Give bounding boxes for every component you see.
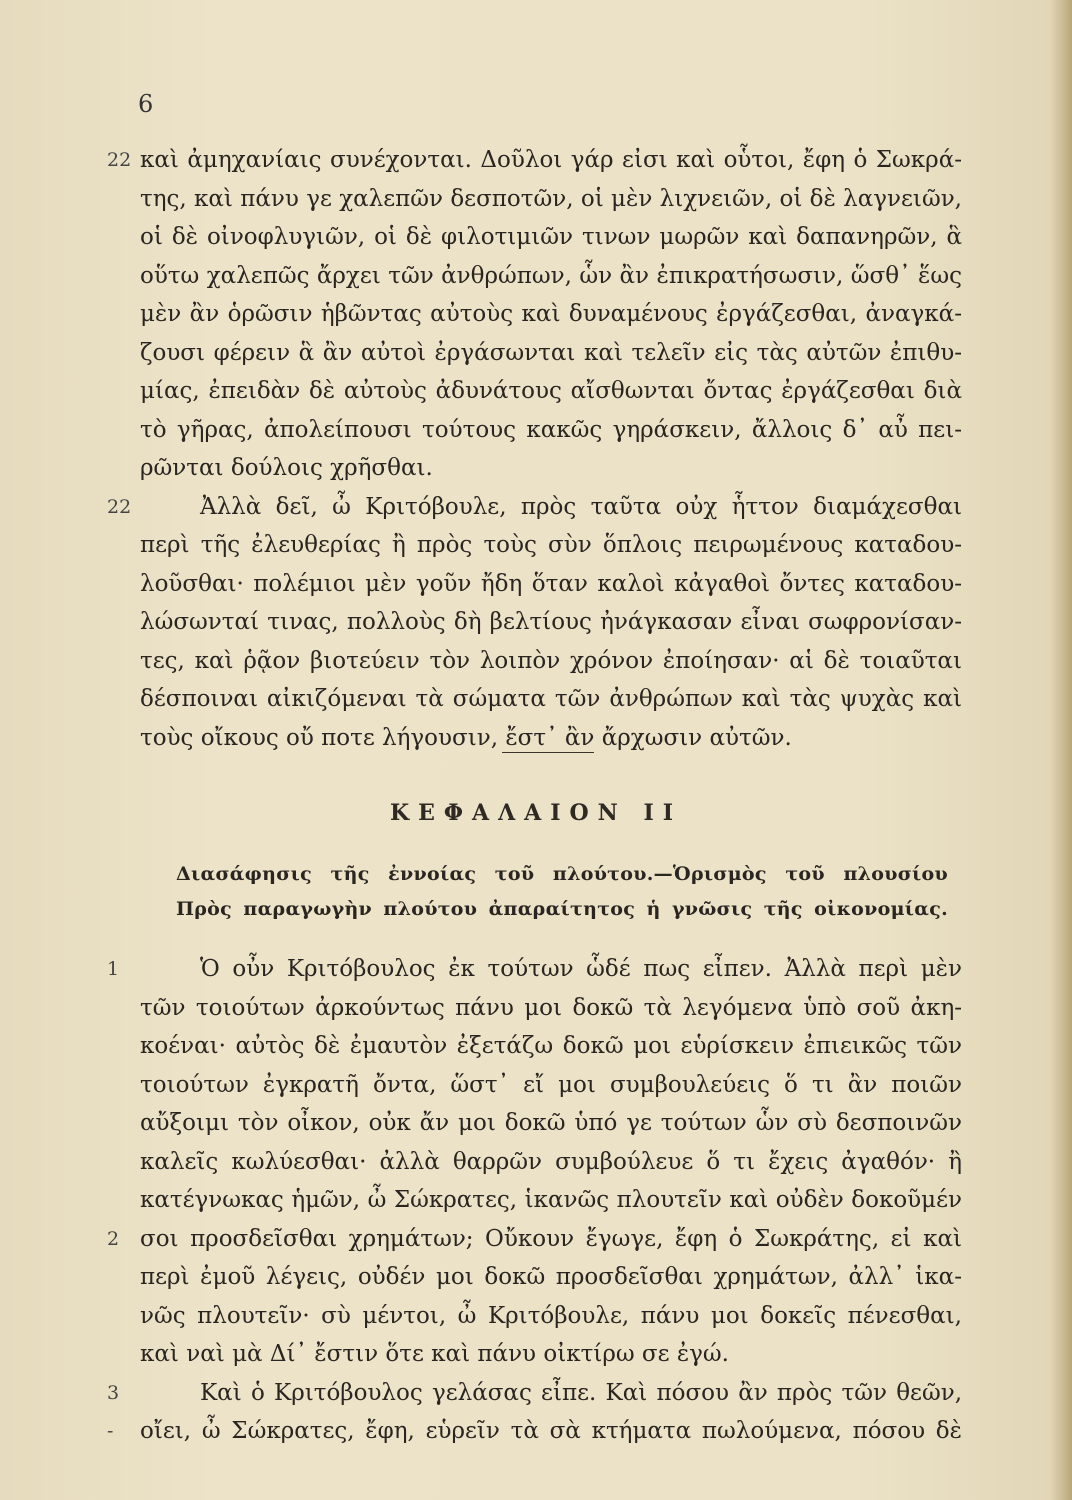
margin-number: 22	[107, 149, 132, 171]
text-line	[140, 218, 962, 257]
line-text: λώσωνταί τινας, πολλοὺς δὴ βελτίους ἠνάγκασαν εἶναι σωφρονίσαν-	[140, 609, 962, 635]
line-text: σοι προσδεῖσθαι χρημάτων; Οὔκουν ἔγωγε, ἔφη ὁ Σωκράτης, εἰ καὶ	[140, 1225, 962, 1252]
margin-number: 3	[107, 1381, 120, 1404]
line-text: λοῦσθαι· πολέμιοι μὲν γοῦν ἤδη ὅταν καλοὶ κἀγαθοὶ ὄντες καταδου-	[140, 570, 962, 597]
line-text: ζουσι φέρειν ἃ ἂν αὐτοὶ ἐργάσωνται καὶ τελεῖν εἰς τὰς αὐτῶν ἐπιθυ-	[140, 339, 962, 366]
text-line	[140, 295, 962, 334]
margin-number: 22	[107, 495, 132, 518]
line-text: τῶν τοιούτων ἀρκούντως πάνυ μοι δοκῶ τὰ λεγόμενα ὑπὸ σοῦ ἀκη-	[140, 994, 962, 1021]
chapter-subtitle-line-1: Διασάφησις τῆς ἐννοίας τοῦ πλούτου.—Ὁρισμὸς τοῦ πλουσίου	[176, 863, 948, 885]
text-line	[140, 1027, 962, 1066]
line-text: Ἀλλὰ δεῖ, ὦ Κριτόβουλε, πρὸς ταῦτα οὐχ ἧττον διαμάχεσθαι	[200, 493, 962, 520]
text-line	[107, 1374, 962, 1413]
line-text: τοιούτων ἐγκρατῆ ὄντα, ὥστ᾿ εἴ μοι συμβουλεύεις ὅ τι ἂν ποιῶν	[140, 1071, 962, 1098]
text-line	[140, 603, 962, 642]
line-text: κατέγνωκας ἡμῶν, ὦ Σώκρατες, ἱκανῶς πλουτεῖν καὶ οὐδὲν δοκοῦμέν	[140, 1187, 962, 1213]
text-line	[107, 950, 962, 989]
text-line	[140, 180, 962, 219]
text-line	[140, 1258, 962, 1297]
text-section-2	[107, 950, 962, 1451]
line-text: καὶ ἀμηχανίαις συνέχονται. Δοῦλοι γάρ εἰσι καὶ οὗτοι, ἔφη ὁ Σωκρά-	[140, 147, 962, 173]
text-section-1	[107, 141, 962, 757]
line-text: μὲν ἂν ὁρῶσιν ἡβῶντας αὐτοὺς καὶ δυναμένους ἐργάζεσθαι, ἀναγκά-	[140, 301, 962, 327]
line-text: τοὺς οἴκους οὔ ποτε λήγουσιν, ἔστ᾿ ἂν ἄρχωσιν αὐτῶν.	[140, 724, 792, 751]
text-line	[140, 1066, 962, 1105]
text-line	[140, 334, 962, 373]
text-line	[107, 1412, 962, 1451]
line-text: περὶ τῆς ἐλευθερίας ἢ πρὸς τοὺς σὺν ὅπλοις πειρωμένους καταδου-	[140, 532, 962, 558]
page-number: 6	[138, 90, 154, 118]
line-text: Ὁ οὖν Κριτόβουλος ἐκ τούτων ὧδέ πως εἶπεν. Ἀλλὰ περὶ μὲν	[200, 956, 962, 982]
text-line	[140, 526, 962, 565]
text-line	[140, 1297, 962, 1336]
text-line	[107, 488, 962, 527]
line-text: οὕτω χαλεπῶς ἄρχει τῶν ἀνθρώπων, ὧν ἂν ἐπικρατήσωσιν, ὥσθ᾿ ἕως	[140, 262, 962, 289]
text-line	[140, 1335, 962, 1374]
line-text: δέσποιναι αἰκιζόμεναι τὰ σώματα τῶν ἀνθρώπων καὶ τὰς ψυχὰς καὶ	[140, 686, 962, 712]
chapter-title: ΚΕΦΑΛΑΙΟΝ ΙΙ	[389, 800, 683, 826]
line-text: τες, καὶ ῥᾷον βιοτεύειν τὸν λοιπὸν χρόνον ἐποίησαν· αἱ δὲ τοιαῦται	[140, 647, 962, 674]
line-text: ρῶνται δούλοις χρῆσθαι.	[140, 455, 433, 481]
section-divider	[502, 752, 594, 753]
chapter-subtitle-line-2: Πρὸς παραγωγὴν πλούτου ἀπαραίτητος ἡ γνῶσις τῆς οἰκονομίας.	[176, 898, 948, 920]
line-text: αὔξοιμι τὸν οἶκον, οὐκ ἄν μοι δοκῶ ὑπό γε τούτων ὧν σὺ δεσποινῶν	[140, 1110, 962, 1136]
text-line	[140, 1104, 962, 1143]
text-line	[107, 1220, 962, 1259]
line-text: οἱ δὲ οἰνοφλυγιῶν, οἱ δὲ φιλοτιμιῶν τινων μωρῶν καὶ δαπανηρῶν, ἃ	[140, 224, 962, 250]
text-line	[140, 989, 962, 1028]
line-text: καὶ ναὶ μὰ Δί᾿ ἔστιν ὅτε καὶ πάνυ οἰκτίρω σε ἐγώ.	[140, 1341, 729, 1367]
text-line	[140, 411, 962, 450]
text-line	[140, 1143, 962, 1182]
line-text: νῶς πλουτεῖν· σὺ μέντοι, ὦ Κριτόβουλε, πάνυ μοι δοκεῖς πένεσθαι,	[140, 1302, 962, 1329]
line-text: κοέναι· αὐτὸς δὲ ἐμαυτὸν ἐξετάζω δοκῶ μοι εὑρίσκειν ἐπιεικῶς τῶν	[140, 1033, 962, 1059]
line-text: της, καὶ πάνυ γε χαλεπῶν δεσποτῶν, οἱ μὲν λιχνειῶν, οἱ δὲ λαγνειῶν,	[140, 185, 962, 212]
text-line	[140, 1181, 962, 1220]
text-line	[140, 565, 962, 604]
text-line	[140, 257, 962, 296]
margin-number: 2	[107, 1227, 120, 1250]
text-line	[140, 642, 962, 681]
text-line	[107, 141, 962, 180]
line-text: περὶ ἐμοῦ λέγεις, οὐδέν μοι δοκῶ προσδεῖσθαι χρημάτων, ἀλλ᾿ ἱκα-	[140, 1264, 962, 1290]
page-edge	[1050, 0, 1072, 1500]
margin-number: 1	[107, 958, 120, 980]
line-text: οἴει, ὦ Σώκρατες, ἔφη, εὑρεῖν τὰ σὰ κτήματα πωλούμενα, πόσου δὲ	[140, 1418, 962, 1444]
text-line	[140, 372, 962, 411]
margin-number: -	[107, 1420, 114, 1442]
text-line	[140, 680, 962, 719]
text-line	[140, 449, 962, 488]
line-text: μίας, ἐπειδὰν δὲ αὐτοὺς ἀδυνάτους αἴσθωνται ὄντας ἐργάζεσθαι διὰ	[140, 378, 962, 404]
line-text: τὸ γῆρας, ἀπολείπουσι τούτους κακῶς γηράσκειν, ἄλλοις δ᾿ αὖ πει-	[140, 416, 962, 443]
line-text: Καὶ ὁ Κριτόβουλος γελάσας εἶπε. Καὶ πόσου ἂν πρὸς τῶν θεῶν,	[200, 1379, 962, 1406]
line-text: καλεῖς κωλύεσθαι· ἀλλὰ θαρρῶν συμβούλευε ὅ τι ἔχεις ἀγαθόν· ἢ	[140, 1148, 962, 1175]
